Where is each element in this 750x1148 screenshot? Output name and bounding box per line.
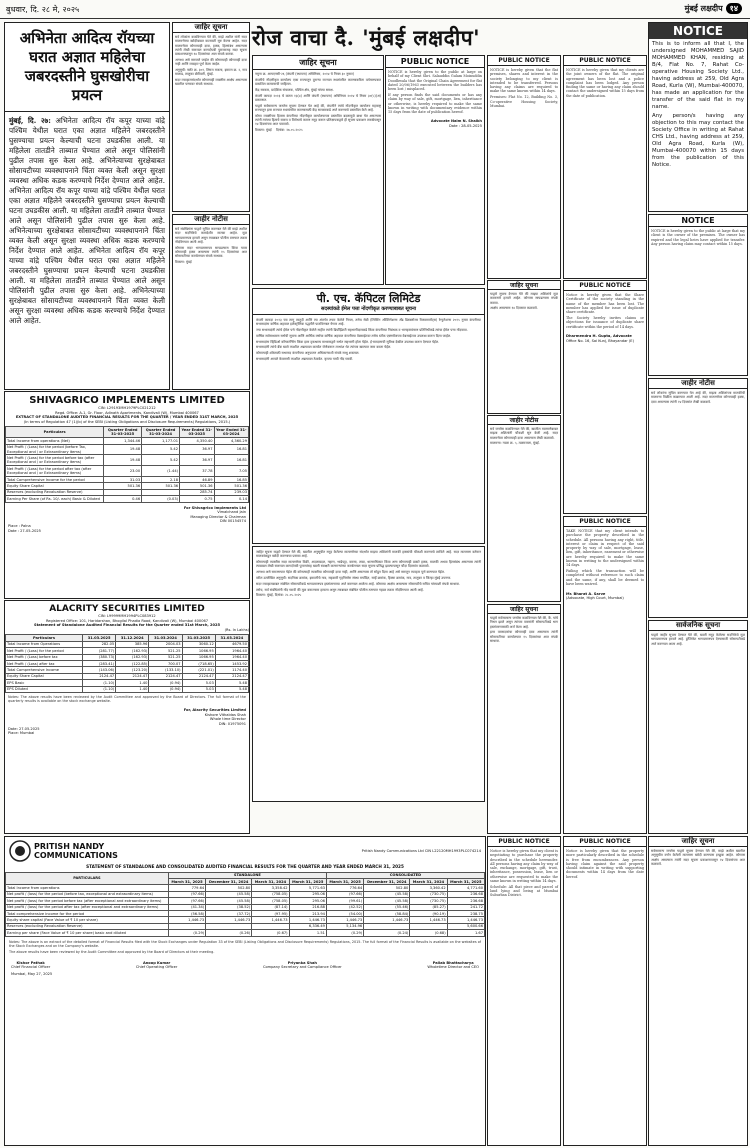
table-cell: 0.46 xyxy=(104,496,142,502)
table-cell: 0.14 xyxy=(214,496,249,502)
dharmendra-address: Office No. 16, Sai Kunj, Bhayandar (E) xyxy=(566,338,634,343)
shivagrico-name: SHIVAGRICO IMPLEMENTS LIMITED xyxy=(29,395,225,406)
table-cell: 3,358.42 xyxy=(252,885,289,891)
table-cell: 5,134.96 xyxy=(326,923,363,929)
table-cell: 4,360.29 xyxy=(214,438,249,444)
table-cell: 1,446.73 xyxy=(326,917,363,923)
table-cell: Reserves (excluding Revaluation Reserve) xyxy=(6,923,169,929)
table-cell: (122.85) xyxy=(116,661,149,667)
table-cell: 1,446.73 xyxy=(289,917,326,923)
table-cell: 19.48 xyxy=(104,444,142,455)
alacrity-col-header: 31.03.2025 xyxy=(83,635,116,641)
table-cell: (54.00) xyxy=(326,911,363,917)
notice-col2-title: जाहिर सूचना xyxy=(173,23,249,33)
notice-col2-top: जाहिर सूचना सर्व लोकांना कळविण्यात येते की, माझे अशील यांनी सदर मालमत्तेच्या खरेदीबाबत वाटाघाटी सुरु केल्या आहेत. सदर मालमत्तेवर कोणाचाही दावा, हक्क, हितसंबंध असल्यास त्यांनी लेखी स्वरुपात कागदोपत्री पुराव्यासह सदर सूचना प्रकाशनापासून १४ दिवसांच्या आत संपर्क करावा. अन्यथा असे समजले जाईल की कोणाचाही कोणताही दावा नाही आणि व्यवहार पूर्ण केला जाईल. अनुसूची: फ्लॅट क्र. ३०१, तिसरा मजला, इमारत क्र. २, गाव मालाड, तालुका बोरीवली, मुंबई. सदर व्यवहारासंदर्भात कोणत्याही व्यक्तीस आक्षेप असल्यास खालील पत्त्यावर संपर्क साधावा. xyxy=(172,22,250,212)
table-cell: 1066.95 xyxy=(182,648,215,654)
table-cell: 2124.47 xyxy=(149,673,182,679)
table-cell: Earning Per Share (of Rs. 10/- each) Basic & Diluted xyxy=(6,496,104,502)
ph-capital-subtitle: सदस्यांकडे ईमेल पत्ता नोंदणीकृत करण्याबाबत सूचना xyxy=(253,306,484,315)
alacrity-cin: CIN: L99999MH1994PLC083912 xyxy=(98,614,156,618)
table-row xyxy=(6,930,485,936)
right-notice-4: सार्वजनिक सूचना याद्वारे जाहीर सूचना देण्यात येते की, खाली नमूद केलेल्या सदनिकेचे मूळ भागप्रमाणपत्र हरवले आहे. डुप्लिकेट भागप्रमाणपत्र देण्यासाठी सोसायटीकडे अर्ज करण्यात आला आहे. xyxy=(648,620,748,834)
dharmendra-name: Dharmendra H. Gupta, Advocate xyxy=(566,334,632,339)
table-cell: 385.96 xyxy=(116,641,149,647)
table-row xyxy=(6,455,249,466)
table-cell: 238.75 xyxy=(447,911,484,917)
table-cell: Net profit / (loss) for the period after tax (after exceptional and extraordinary items) xyxy=(6,904,169,910)
ph-capital-notice: पी. एच. कॅपिटल लिमिटेड सदस्यांकडे ईमेल पत्ता नोंदणीकृत करण्याबाबत सूचना कंपनी कायदा २०१३ च्या लागू तरतुदी आणि त्या अंतर्गत तयार केलेले नियम, तसेच सेबी (लिस्टिंग ऑब्लिगेशन्स अँड डिस्क्लोजर रिक्वायरमेंट्स) रेग्युलेशन्स २०१५ नुसार कंपनीच्या सभासदांना वार्षिक अहवाल इलेक्ट्रॉनिक पद्धतीने पाठविण्यात येणार आहे. ज्या सभासदांनी त्यांचे ईमेल पत्ते नोंदणीकृत केलेले नाहीत त्यांनी डिपॉझिटरी सहभागीदाराकडे किंवा कंपनीच्या निबंधक व भागहस्तांतरण प्रतिनिधीकडे त्यांचा ईमेल पत्ता नोंदवावा. वार्षिक सर्वसाधारण सभेची सूचना आणि आर्थिक वर्षाचा वार्षिक अहवाल कंपनीच्या वेबसाईटवर तसेच स्टॉक एक्सचेंजच्या वेबसाईटवर उपलब्ध करून दिला जाईल. सभासदांना व्हिडिओ कॉन्फरन्सिंग किंवा इतर दृकश्राव्य माध्यमाद्वारे सभेत सहभागी होता येईल. ई-मतदानाची सुविधा देखील उपलब्ध करून देण्यात येईल. सभासदांनी त्यांचे बँक खाते तपशील अद्ययावत करावेत जेणेकरून लाभांश थेट त्यांच्या खात्यात जमा करता येईल. कोणत्याही शंकेसाठी सभासद कंपनीच्या अनुपालन अधिकाऱ्याशी संपर्क साधू शकतात. सभासदांनी आपले केवायसी तपशील अद्ययावत ठेवावेत. कृपया याची नोंद घ्यावी. xyxy=(252,288,485,544)
table-cell: (55.46) xyxy=(364,904,410,910)
table-cell: 2124.47 xyxy=(215,673,248,679)
signatory-role: Chief Operating Officer xyxy=(135,965,178,970)
table-cell: (97.95) xyxy=(252,911,289,917)
alacrity-signatory-for: For, Alacrity Securities Limited xyxy=(183,708,246,713)
pritish-col-header: March 31, 2025 xyxy=(289,879,326,885)
shivagrico-address: Regd. Office: A-1, Gr. Floor, Adinath Apartments, Kandivali (W), Mumbai 400067 xyxy=(55,410,199,415)
table-cell: 5,600.66 xyxy=(447,923,484,929)
pritish-col-header: March 31, 2024 xyxy=(252,879,289,885)
table-cell: 4,771.60 xyxy=(447,885,484,891)
alacrity-address: Registered Office: 101, Haridarshan, Bhogilal Phadia Road, Kandivali (W), Mumbai 400067 xyxy=(45,618,209,623)
table-cell: 16.85 xyxy=(214,477,249,483)
table-cell: Net profit / (loss) for the period (before tax, exceptional and extraordinary items) xyxy=(6,891,169,897)
table-cell: (0.94) xyxy=(149,686,182,692)
table-cell: Earning per share (Face Value of ₹ 10 per share) basic and diluted xyxy=(6,930,169,936)
notice-col2-mid-title: जाहीर नोटीस xyxy=(173,215,249,225)
table-cell: (45.58) xyxy=(206,898,252,904)
table-cell: Total Comprehensive Income for the period xyxy=(6,477,104,483)
alacrity-col-header: 31.03.2025 xyxy=(182,635,215,641)
table-cell: 779.64 xyxy=(168,885,205,891)
right-notice xyxy=(648,22,748,212)
table-cell: Net Profit / (Loss) for the period (before Tax, Exceptional and / or Extraordinary items) xyxy=(6,444,104,455)
table-cell: 4,350.40 xyxy=(180,438,214,444)
shivagrico-col-header: Particulars xyxy=(6,427,104,438)
table-cell: (758.05) xyxy=(252,891,289,897)
alacrity-signatory-role: Whole time Director xyxy=(209,717,246,722)
table-cell: (99.61) xyxy=(326,898,363,904)
table-cell: 1,446.73 xyxy=(410,917,447,923)
table-cell: 23.00 xyxy=(104,466,142,477)
alacrity-place: Place: Mumbai xyxy=(8,731,35,736)
table-cell: 1.51 xyxy=(289,930,326,936)
table-cell: 2.18 xyxy=(142,477,180,483)
pritish-cin: Pritish Nandy Communications Ltd CIN L22120MH1993PLC074214 xyxy=(361,848,481,853)
pritish-logo xyxy=(9,840,118,862)
table-cell: 36.97 xyxy=(180,455,214,466)
paper-banner: रोज वाचा दै. 'मुंबई लक्षदीप' xyxy=(251,25,481,50)
table-cell: 502.80 xyxy=(364,885,410,891)
ph-capital-name: पी. एच. कॅपिटल लिमिटेड xyxy=(316,292,421,305)
table-cell: (56.58) xyxy=(168,911,205,917)
table-cell: 1,446.73 xyxy=(364,917,410,923)
lead-headline: अभिनेता आदित्य रॉयच्या घरात अज्ञात महिलेचा जबरदस्तीने घुसखोरीचा प्रयत्न xyxy=(5,23,169,112)
table-cell: (0.29) xyxy=(326,930,363,936)
table-cell: 3,360.42 xyxy=(410,885,447,891)
table-cell: (1.44) xyxy=(142,466,180,477)
table-cell: 521.25 xyxy=(149,648,182,654)
bharat-name: Mr. Bharat A. Sarve xyxy=(566,591,606,596)
table-cell: (0.67) xyxy=(252,930,289,936)
notice-col4-5: PUBLIC NOTICE Notice is hereby given that my client is negotiating to purchase the property described in the schedule hereunder. All persons having any claim by way of sale, exchange, mortgage, gift, trust, inheritance, possession, lease, lien or otherwise are requested to make the same known in writing within 14 days. Schedule: All that piece and parcel of land lying and being at Mumbai Suburban District. xyxy=(487,836,561,1146)
right-notice-2: NOTICE NOTICE is hereby given to the public at large that my client is the owner of the premises. The owner has expired and the legal heirs have applied for transfer. Any person having claim may contact within 15 days. xyxy=(648,214,748,376)
notice-col2-mid: जाहीर नोटीस सर्व संबंधितांना याद्वारे सूचित करण्यात येते की माझे अशील सदर सदनिकेचे कायदेशीर मालक आहेत. मूळ भागप्रमाणपत्र हरवले असून त्याबाबत पोलीस ठाण्यात तक्रार नोंदविण्यात आली आहे. कोणास सदर भागप्रमाणपत्र सापडल्यास किंवा यावर कोणताही हक्क असल्यास त्यांनी १५ दिवसांच्या आत सोसायटीच्या कार्यालयात संपर्क साधावा. ठिकाण: मुंबई xyxy=(172,214,250,390)
table-cell: 19.48 xyxy=(104,455,142,466)
table-cell: 46.89 xyxy=(180,477,214,483)
notice-middle-title: जाहिर सूचना xyxy=(253,56,383,70)
table-cell: (0.24) xyxy=(364,930,410,936)
public-notice-mid-date: Date : 28-05-2025 xyxy=(449,123,482,128)
table-cell: 241.72 xyxy=(447,904,484,910)
table-cell: (37.72) xyxy=(206,911,252,917)
table-cell: 1,177.01 xyxy=(142,438,180,444)
table-cell: 1,344.46 xyxy=(104,438,142,444)
table-cell: (281.77) xyxy=(83,648,116,654)
table-cell: Total comprehensive income for the period xyxy=(6,911,169,917)
pritish-col-header: March 31, 2025 xyxy=(447,879,484,885)
table-row xyxy=(6,444,249,455)
table-cell: (90.19) xyxy=(410,911,447,917)
table-cell: 5.42 xyxy=(142,455,180,466)
table-cell: (97.66) xyxy=(168,898,205,904)
shivagrico-col-header: Year Ended 31-03-2024 xyxy=(216,427,247,437)
lead-story xyxy=(4,22,170,390)
lead-dateline: मुंबई, दि. २७: xyxy=(9,116,51,125)
table-cell: 700.07 xyxy=(149,661,182,667)
table-cell: 5.48 xyxy=(215,686,248,692)
table-cell: (45.58) xyxy=(364,891,410,897)
table-cell: (97.66) xyxy=(168,891,205,897)
pritish-logo-line1: PRITISH NANDY xyxy=(34,842,105,851)
table-cell: 2004.03 xyxy=(149,641,182,647)
table-cell: (1.10) xyxy=(83,686,116,692)
table-cell: 236.68 xyxy=(447,891,484,897)
right-notice-title: NOTICE xyxy=(649,23,747,39)
right-notice-body: This is to inform all that I, the undersigned MOHAMMED SAJID MOHAMMED KHAN, residing at B/4, Flat No. 7, Rahat Co-operative Housing Society Ltd., having address at 259, Old Agra Road, Kurla (W), Mumbai-400070, has made an application for the transfer of the said flat in my name. xyxy=(652,41,744,110)
right-notice-3-title: जाहीर नोटीस xyxy=(649,379,747,389)
table-cell: 1.40 xyxy=(116,686,149,692)
table-cell: 1174.40 xyxy=(215,667,248,673)
table-cell: 1964.40 xyxy=(215,648,248,654)
pritish-col-header: March 31, 2025 xyxy=(168,879,205,885)
alacrity-col-header: 31.12.2024 xyxy=(116,635,149,641)
table-cell: Net Profit / (Loss) after tax xyxy=(6,661,83,667)
shivagrico-signatory-role: Managing Director & Chairman xyxy=(190,514,246,519)
table-cell: (97.66) xyxy=(326,891,363,897)
pritish-logo-line2: COMMUNICATIONS xyxy=(34,851,118,860)
table-cell: 295.06 xyxy=(289,898,326,904)
notice-col4-3-title: जाहीर नोटीस xyxy=(488,416,560,425)
shivagrico-col-header: Year Ended 31-03-2025 xyxy=(181,427,212,437)
table-cell: Equity Share Capital xyxy=(6,483,104,489)
table-cell: 213.94 xyxy=(289,911,326,917)
table-cell: Net Profit / (Loss) for the period xyxy=(6,648,83,654)
table-cell: (38.52) xyxy=(206,904,252,910)
table-cell: (0.26) xyxy=(206,930,252,936)
table-cell: (730.75) xyxy=(410,891,447,897)
table-cell: Equity Share Capital xyxy=(6,673,83,679)
table-cell: 1,446.73 xyxy=(252,917,289,923)
table-cell: 521.25 xyxy=(149,654,182,660)
table-cell: (58.84) xyxy=(364,911,410,917)
table-cell: (758.05) xyxy=(252,898,289,904)
table-cell: (0.94) xyxy=(149,680,182,686)
public-notice-mid: PUBLIC NOTICE NOTICE is hereby given to the public at large on behalf of my Client Shri. Salauddin Gulam Moinuddin Doodhwala that the Original Chain Agreement for flat dated 20/06/1963 executed between the builders has been lost / misplaced. If any person finds the said documents or has any claim by way of sale, gift, mortgage, lien, inheritance or otherwise, is hereby required to make the same known in writing with documentary evidence within 15 days from the date of publication hereof. Advocate Naim N. Shaikh Date : 28-05-2025 xyxy=(385,55,485,285)
table-cell: Net Profit / (Loss) for the period before tax (after Exceptional and / or Extraordinary items) xyxy=(6,455,104,466)
shivagrico-table xyxy=(5,426,249,502)
shivagrico-place: Place : Palna xyxy=(8,524,31,529)
table-cell: 776.64 xyxy=(326,885,363,891)
table-cell: (41.34) xyxy=(168,904,205,910)
table-cell: Total Income from Operations xyxy=(6,641,83,647)
page-number: १४ xyxy=(726,3,742,14)
shivagrico-col-header: Quarter Ended 31-03-2024 xyxy=(142,427,180,438)
table-cell: (85.27) xyxy=(410,904,447,910)
table-cell: 3060.12 xyxy=(182,641,215,647)
issue-date: बुधवार, दि. २८ मे, २०२५ xyxy=(6,5,80,14)
table-cell: Net profit / (loss) for the period before tax (after exceptional and extraordinary items) xyxy=(6,898,169,904)
table-cell: EPS Diluted xyxy=(6,686,83,692)
notice-col4-3: जाहीर नोटीस सर्व जनतेस कळविण्यात येते की, खालील मालमत्तेबाबत माझ्या अशिलांनी चौकशी सुरु केली आहे. सदर मालमत्तेवर कोणाचाही दावा असल्यास लेखी कळवावे. मालमत्ता: गाळा क्र. ५, तळमजला, मुंबई. xyxy=(487,415,561,602)
table-cell: 1.40 xyxy=(116,680,149,686)
table-cell: 7.05 xyxy=(214,466,249,477)
shivagrico-results xyxy=(4,391,250,599)
table-cell: 2124.47 xyxy=(182,673,215,679)
table-cell: Total Income from operations xyxy=(6,885,169,891)
shivagrico-signatory-for: For Shivagrico Implements Ltd xyxy=(183,505,246,510)
pritish-col-header: March 31, 2025 xyxy=(326,879,363,885)
right-notice-2-title: NOTICE xyxy=(649,215,747,227)
pritish-signatory xyxy=(427,961,479,970)
table-cell: (87.14) xyxy=(252,904,289,910)
table-cell: 4679.50 xyxy=(215,641,248,647)
pritish-signatory xyxy=(263,961,342,970)
table-cell: (143.06) xyxy=(83,667,116,673)
signatory-name: Pallab Bhattacharya xyxy=(432,960,474,965)
table-cell: (42.52) xyxy=(326,904,363,910)
signatory-role: Company Secretary and Compliance Officer xyxy=(262,965,342,970)
notice-col5-3-title: PUBLIC NOTICE xyxy=(564,517,646,527)
bharat-role: (Advocate, High Court, Mumbai) xyxy=(566,596,624,601)
signatory-role: Wholetime Director and CEO xyxy=(427,965,479,970)
alacrity-results: ALACRITY SECURITIES LIMITED CIN: L99999MH1994PLC083912 Registered Office: 101, Haridarshan, Bhogilal Phadia Road, Kandivali (W), Mumbai 400067 Statement of Standalone Audited Financial Results for the Quarter ended 31st March, 2025 (Rs. In Lakhs) Particulars 31.03.2025 31.12.2024 31.03.2024 31.03.2025 31.03.2024 Total Income from Operations 282.05 385.96 2004.03 3060.12 4679.50 Net Profit / (Loss) for the period (281.77) (162.93) 521.25 1066.95 1964.40 Net Profit / (Loss) before tax (380.73) (162.93) 521.25 1066.95 1964.40 Net Profit / (Loss) after tax (283.41) (122.85) 700.07 (718.65) 1453.92 Total Comprehensive Income (143.06) (123.20) (133.10) (221.01) 1174.40 Equity Share Capital 2124.47 2124.47 2124.47 2124.47 2124.47 EPS Basic (1.10) 1.40 (0.94) 5.03 5.48 EPS Diluted (1.10) 1.40 (0.94) 5.03 5.48 Notes: The above results have been reviewed by the Audit Committee and approved by the Board of Directors. The full format of the quarterly results is available on the stock exchange website. For, Alacrity Securities Limited Kishore Vithaldas Shah Whole time Director DIN: 01975091 Date: 27.05.2025 Place: Mumbai xyxy=(4,600,250,834)
right-notice-5: जाहिर सूचना सर्वसामान्य जनतेस याद्वारे सूचना देण्यात येते की, माझे अशील खालील अनुसूचीत वर्णन केलेली मालमत्ता खरेदी करण्यास इच्छुक आहेत. कोणास आक्षेप असल्यास त्यांनी सदर सूचना प्रकाशनापासून १४ दिवसांच्या आत कळवावे. xyxy=(648,836,748,1146)
table-cell: Equity share capital (Face Value of ₹ 10 per share) xyxy=(6,917,169,923)
alacrity-table xyxy=(5,634,249,693)
table-cell: (133.10) xyxy=(149,667,182,673)
table-cell: 1,446.73 xyxy=(206,917,252,923)
notice-col5-3: PUBLIC NOTICE TAKE NOTICE that my client intends to purchase the property described in the schedule. All persons having any right, title, interest or claim in respect of the said property by way of sale, mortgage, lease, lien, gift, inheritance, easement or otherwise are hereby required to make the same known in writing to the undersigned within 14 days. Failing which the transaction will be completed without reference to such claim and the same, if any, shall be deemed to have been waived. Mr. Bharat A. Sarve (Advocate, High Court, Mumbai) xyxy=(563,516,647,834)
notice-col4-1-title: PUBLIC NOTICE xyxy=(488,56,560,66)
pritish-col-header: December 31, 2024 xyxy=(206,879,252,885)
table-cell: (0.03) xyxy=(142,496,180,502)
notice-col5-4-title: PUBLIC NOTICE xyxy=(564,837,646,847)
alacrity-signatory-name: Kishore Vithaldas Shah xyxy=(204,712,246,717)
paper-name: मुंबई लक्षदीप १४ xyxy=(685,3,742,14)
table-cell: 501.36 xyxy=(104,483,142,489)
table-cell: 2124.47 xyxy=(116,673,149,679)
notice-middle-long: जाहिर सूचना याद्वारे देण्यात येते की, खालील अनुसूचीत नमूद केलेल्या मालमत्तेच्या संदर्भात माझ्या अशिलांनी मालकी हक्कांची चौकशी करण्याचे ठरविले आहे. सदर मालमत्ता वर्तमान मालकांकडून खरेदी करण्याचा प्रस्ताव आहे. कोणत्याही व्यक्तीस सदर मालमत्तेवर विक्री, अदलाबदल, गहाण, भाडेपट्टा, वारसा, ताबा, धारणाधिकार किंवा अन्य कोणत्याही प्रकारे हक्क, मालकी अथवा हितसंबंध असल्यास त्यांनी त्याबाबत लेखी स्वरुपात कागदोपत्री पुराव्यांसह खाली स्वाक्षरी करणाऱ्यांच्या कार्यालयात सदर सूचना प्रसिद्ध झाल्यापासून चौदा दिवसांत कळवावे. अन्यथा असे समजण्यात येईल की कोणत्याही व्यक्तीचा कोणताही दावा नाही, आणि असल्यास तो सोडून दिला आहे असे समजून व्यवहार पूर्ण करण्यात येईल. वरील उल्लेखित अनुसूची: सदनिका क्रमांक, इमारतीचे नाव, सहकारी गृहनिर्माण संस्था मर्यादित, सर्व्हे क्रमांक, हिस्सा क्रमांक, गाव, तालुका व जिल्हा मुंबई उपनगर. सदर व्यवहाराबाबत संबंधित सोसायटीकडे भागप्रमाणपत्र हस्तांतरणाचा अर्ज करण्यात आलेला आहे. कोणाचा आक्षेप असल्यास सोसायटीचे सचिव यांच्याशी संपर्क साधावा. तसेच, सर्व संबंधितांनी नोंद घ्यावी की मूळ करारनामा हरवला असून त्याबाबत संबंधित पोलीस ठाण्यात गहाळ तक्रार नोंदविण्यात आली आहे. ठिकाण: मुंबई, दिनांक: २८.०५.२०२५ xyxy=(252,546,485,802)
shivagrico-din: DIN 00154574 xyxy=(220,519,246,524)
shivagrico-unit: (In terms of Regulation 47 (1)(b) of the SEBI (Listing Obligations and Disclosure Requirements) Regulations, 2015.) xyxy=(23,419,231,424)
table-cell: 2124.47 xyxy=(83,673,116,679)
table-cell: 502.80 xyxy=(206,885,252,891)
table-cell: Total Income from operations (Net) xyxy=(6,438,104,444)
notice-col4-4: जाहिर सूचना याद्वारे सर्वसामान्य जनतेस कळविण्यात येते की, कै. यांचे निधन झाले असून त्यांच्या वारसांनी सोसायटीकडे भाग हस्तांतरणासाठी अर्ज केला आहे. इतर वारसदारांचा कोणताही दावा असल्यास त्यांनी सोसायटीच्या कार्यालयात १५ दिवसांच्या आत संपर्क साधावा. xyxy=(487,604,561,834)
alacrity-statement: Statement of Standalone Audited Financial Results for the Quarter ended 31st March, 2025 xyxy=(33,623,220,628)
right-notice-3: जाहीर नोटीस सर्व लोकांना सूचित करण्यात येत आहे की, माझ्या अशिलांच्या मालकीची मालमत्ता विक्रीस काढण्यात आली आहे. सदर मालमत्तेवर कोणाचाही हक्क, दावा असल्यास त्यांनी १४ दिवसांत लेखी कळवावे. xyxy=(648,378,748,618)
table-cell: (162.93) xyxy=(116,648,149,654)
table-cell: 1,446.73 xyxy=(447,917,484,923)
table-cell: (45.58) xyxy=(206,891,252,897)
table-cell: (380.73) xyxy=(83,654,116,660)
table-cell: (0.29) xyxy=(168,930,205,936)
table-cell: 282.05 xyxy=(83,641,116,647)
pritish-statement: STATEMENT OF STANDALONE AND CONSOLIDATED AUDITED FINANCIAL RESULTS FOR THE QUARTER AND YEAR ENDED MARCH 31, 2025 xyxy=(86,864,404,869)
pritish-results: PRITISH NANDY COMMUNICATIONS Pritish Nandy Communications Ltd CIN L22120MH1993PLC074214 STATEMENT OF STANDALONE AND CONSOLIDATED AUDITED FINANCIAL RESULTS FOR THE QUARTER AND YEAR ENDED MARCH 31, 2025 PARTICULARS STANDALONE CONSOLIDATED March 31, 2025 December 31, 2024 March 31, 2024 March 31, 2025 March 31, 2025 December 31, 2024 March 31, 2024 March 31, 2025 Total Income from operations 779.64 502.80 3,358.42 5,771.63 776.64 502.80 3,360.42 4,771.60 Net profit / (loss) for the period (before tax, exceptional and extraordinary items) (97.66) (45.58) (758.05) 295.06 (97.66) (45.58) (730.75) 236.68 Net profit / (loss) for the period before tax (after exceptional and extraordinary items) (97.66) (45.58) (758.05) 295.06 (99.61) (45.58) (730.75) 236.68 Net profit / (loss) for the period after tax (after exceptional and extraordinary items) (41.34) (38.52) (87.14) 216.88 (42.52) (55.46) (85.27) 241.72 Total comprehensive income for the period (56.58) (37.72) (97.95) 213.94 (54.00) (58.84) (90.19) 238.75 Equity share capital (Face Value of ₹ 10 per share) 1,446.73 1,446.73 1,446.73 1,446.73 1,446.73 1,446.73 1,446.73 1,446.73 Reserves (excluding Revaluation Reserve) 6,336.49 5,134.96 5,600.66 Earning per share (Face Value of ₹ 10 per share) basic and diluted (0.29) (0.26) (0.67) 1.51 (0.29) (0.24) (0.68) 1.67 Notes: The above is an extract of the detailed format of Financial Results filed with the Stock Exchanges under Regulation 33 of the SEBI (Listing Obligations and Disclosure Requirements) Regulations, 2015. The full format of the Financial Results is available on the websites of the Stock Exchanges and on the Company's website. The above results have been reviewed by the Audit Committee and approved by the Board of Directors at their meeting. Kishor Pathak Chief Financial Officer Anoop Kumar Chief Operating Officer Priyanka Shah Company Secretary and Compliance Officer Pallab Bhattacharya Wholetime Director and CEO Mumbai, May 27, 2025 xyxy=(4,836,486,1146)
table-cell: (730.75) xyxy=(410,898,447,904)
signatory-name: Priyanka Shah xyxy=(287,960,317,965)
table-cell: Total Comprehensive Income xyxy=(6,667,83,673)
table-row xyxy=(6,496,249,502)
table-row xyxy=(6,686,249,692)
right-notice-5-title: जाहिर सूचना xyxy=(649,837,747,847)
pritish-logo-icon xyxy=(9,840,31,862)
signatory-name: Kishor Pathak xyxy=(16,960,45,965)
pritish-table xyxy=(5,872,485,937)
pritish-place: Mumbai, May 27, 2025 xyxy=(11,971,53,976)
notice-col4-4-title: जाहिर सूचना xyxy=(488,605,560,614)
pritish-group-standalone: STANDALONE xyxy=(168,872,326,878)
public-notice-mid-title: PUBLIC NOTICE xyxy=(386,56,484,68)
table-cell: 5.48 xyxy=(215,680,248,686)
table-cell: 5.42 xyxy=(142,444,180,455)
pritish-signatory xyxy=(11,961,50,970)
table-cell: Net Profit / (Loss) before tax xyxy=(6,654,83,660)
table-cell: EPS Basic xyxy=(6,680,83,686)
shivagrico-cin: CIN: L29193MH1979PLC021212 xyxy=(98,406,156,410)
pritish-col-header: December 31, 2024 xyxy=(364,879,410,885)
shivagrico-date: Date : 27-05-2025 xyxy=(8,528,41,533)
alacrity-date: Date: 27.05.2025 xyxy=(8,726,40,731)
pritish-col-header: March 31, 2024 xyxy=(410,879,447,885)
alacrity-name: ALACRITY SECURITIES LIMITED xyxy=(49,604,205,614)
right-notice-body2: Any person/s having any objection to this may contact the Society Office in writing at Rahat CHS Ltd., having address at 259, Old Agra Road, Kurla (W), Mumbai-400070 within 15 days from the publication of this Notice. xyxy=(652,113,744,168)
table-cell: (162.93) xyxy=(116,654,149,660)
table-cell: (1.10) xyxy=(83,680,116,686)
table-cell: (221.01) xyxy=(182,667,215,673)
table-cell: 16.81 xyxy=(214,455,249,466)
lead-body: मुंबई, दि. २७: अभिनेता आदित्य रॉय कपूर याच्या वांद्रे पश्चिम येथील घरात एका अज्ञात महिलेने जबरदस्तीने घुसण्याचा प्रयत्न केल्याची घटना उघडकीस आली. या महिलेला तातडीने ताब्यात घेण्यात आले असून पोलिसांनी पुढील तपास सुरु केला आहे. अभिनेत्याच्या सुरक्षेबाबत सोसायटीच्या व्यवस्थापनाने चिंता व्यक्त केली असून सुरक्षा व्यवस्था अधिक कडक करण्याचे निर्देश देण्यात आले आहेत. अभिनेता आदित्य रॉय कपूर याच्या वांद्रे पश्चिम येथील घरात एका अज्ञात महिलेने जबरदस्तीने घुसण्याचा प्रयत्न केल्याची घटना उघडकीस आली. या महिलेला तातडीने ताब्यात घेण्यात आले असून पोलिसांनी पुढील तपास सुरु केला आहे. अभिनेत्याच्या सुरक्षेबाबत सोसायटीच्या व्यवस्थापनाने चिंता व्यक्त केली असून सुरक्षा व्यवस्था अधिक कडक करण्याचे निर्देश देण्यात आले आहेत. अभिनेता आदित्य रॉय कपूर याच्या वांद्रे पश्चिम येथील घरात एका अज्ञात महिलेने जबरदस्तीने घुसण्याचा प्रयत्न केल्याची घटना उघडकीस आली. या महिलेला तातडीने ताब्यात घेण्यात आले असून पोलिसांनी पुढील तपास सुरु केला आहे. अभिनेत्याच्या सुरक्षेबाबत सोसायटीच्या व्यवस्थापनाने चिंता व्यक्त केली असून सुरक्षा व्यवस्था अधिक कडक करण्याचे निर्देश देण्यात आले आहेत. xyxy=(9,116,165,325)
table-cell: Net Profit / (Loss) for the period after tax (after Exceptional and / or Extraordinary items) xyxy=(6,466,104,477)
table-cell: (0.68) xyxy=(410,930,447,936)
table-cell: 36.97 xyxy=(180,444,214,455)
table-cell: (45.58) xyxy=(364,898,410,904)
shivagrico-statement: EXTRACT OF STANDALONE AUDITED FINANCIAL RESULTS FOR THE QUARTER / YEAR ENDED 31ST MARCH, 2025 xyxy=(15,415,239,420)
table-cell: 236.68 xyxy=(447,898,484,904)
table-cell: 501.36 xyxy=(142,483,180,489)
table-cell: 0.75 xyxy=(180,496,214,502)
notice-col5-2-title: PUBLIC NOTICE xyxy=(564,281,646,291)
alacrity-din: DIN: 01975091 xyxy=(218,721,246,726)
table-cell: 5.03 xyxy=(182,680,215,686)
table-cell: 6,336.49 xyxy=(289,923,326,929)
table-cell: 1,446.73 xyxy=(168,917,205,923)
table-cell: 31.03 xyxy=(104,477,142,483)
alacrity-unit: (Rs. In Lakhs) xyxy=(224,627,249,632)
notice-col4-1: PUBLIC NOTICE NOTICE is hereby given that the flat premises, shares and interest in the society belonging to my client is intended to be transferred. Persons having any claims are required to make the same known within 14 days. Premises: Flat No. 12, Building No. 3, Co-operative Housing Society, Mumbai. xyxy=(487,55,561,279)
table-cell: (718.65) xyxy=(182,661,215,667)
public-notice-mid-advocate: Advocate Naim N. Shaikh xyxy=(430,118,482,123)
notice-col4-2-title: जाहिर सूचना xyxy=(488,281,560,290)
notice-col5-4: PUBLIC NOTICE Notice is hereby given that the property more particularly described in the schedule is free from encumbrances. Any person having claim against the said property should intimate in writing with supporting documents within 14 days from the date hereof. xyxy=(563,836,647,1146)
shivagrico-col-header: Quarter Ended 31-03-2025 xyxy=(104,427,142,438)
table-cell: 37.78 xyxy=(180,466,214,477)
notice-col4-5-title: PUBLIC NOTICE xyxy=(488,837,560,847)
table-cell: Reserves (excluding Revaluation Reserve) xyxy=(6,489,104,495)
table-row xyxy=(6,466,249,477)
notice-col5-1-title: PUBLIC NOTICE xyxy=(564,56,646,66)
pritish-group-consolidated: CONSOLIDATED xyxy=(326,872,484,878)
table-cell: 1453.92 xyxy=(215,661,248,667)
pritish-col-particulars: PARTICULARS xyxy=(6,872,169,885)
signatory-name: Anoop Kumar xyxy=(142,960,171,965)
table-cell: 285.74 xyxy=(180,489,214,495)
notice-col5-1: PUBLIC NOTICE NOTICE is hereby given that my clients are the joint owners of the flat. The original agreement has been lost and a police complaint has been lodged. Any person finding the same or having any claim should contact the undersigned within 15 days from the date of publication. xyxy=(563,55,647,279)
notice-middle-main: जाहिर सूचना नमुना क्र. आयएनसी-२६ (कंपनी (स्थापना) अधिनियम, २०१४ चे नियम ३० नुसार) कंपनीचे नोंदणीकृत कार्यालय एका राज्यातून दुसऱ्या राज्यात स्थलांतरित करण्याकरिता वर्तमानपत्रात प्रकाशित करावयाची जाहिरात. केंद्र सरकार, प्रादेशिक संचालक, पश्चिम क्षेत्र, मुंबई यांच्या समक्ष. कंपनी कायदा २०१३ चे कलम १३(४) आणि कंपनी (स्थापना) अधिनियम २०१४ चे नियम ३०(५)(अ) प्रकरणात. याद्वारे सर्वसामान्य जनतेस सूचना देण्यात येत आहे की, कंपनीने त्यांचे नोंदणीकृत कार्यालय महाराष्ट्र राज्यातून इतर राज्यात स्थलांतरित करण्यासाठी केंद्र सरकारकडे अर्ज करण्याचे प्रस्तावित केले आहे. कोणा व्यक्तीच्या हितास कंपनीच्या नोंदणीकृत कार्यालयाच्या प्रस्तावित बदलामुळे बाधा येत असल्यास त्यांनी त्यांच्या हिताचे स्वरुप व विरोधाचे कारण नमूद करून प्रतिज्ञापत्राद्वारे ही सूचना प्रकाशन तारखेपासून १४ दिवसांच्या आत पाठवावे. ठिकाण: मुंबई दिनांक: २७.०५.२०२५ xyxy=(252,55,384,285)
table-cell: 501.36 xyxy=(180,483,214,489)
table-cell: 216.88 xyxy=(289,904,326,910)
alacrity-col-header: 31.03.2024 xyxy=(215,635,248,641)
alacrity-col-header: 31.03.2024 xyxy=(149,635,182,641)
table-cell: 239.03 xyxy=(214,489,249,495)
shivagrico-signatory-name: Vimalchand Jain xyxy=(217,510,246,515)
right-notice-4-title: सार्वजनिक सूचना xyxy=(649,621,747,631)
page-header xyxy=(0,0,750,19)
table-cell: (283.41) xyxy=(83,661,116,667)
notice-col4-2: जाहिर सूचना याद्वारे सूचना देण्यात येते की माझ्या अशिलांचे मूळ करारनामे हरवले आहेत. कोणास सापडल्यास संपर्क करावा. आक्षेप असल्यास १४ दिवसात कळवावे. xyxy=(487,280,561,414)
signatory-role: Chief Financial Officer xyxy=(11,965,51,970)
table-cell: 5.03 xyxy=(182,686,215,692)
table-cell: 1066.95 xyxy=(182,654,215,660)
table-cell: 16.81 xyxy=(214,444,249,455)
pritish-signatory xyxy=(136,961,177,970)
table-cell: 1.67 xyxy=(447,930,484,936)
table-cell: 295.06 xyxy=(289,891,326,897)
table-cell: 1964.40 xyxy=(215,654,248,660)
alacrity-col-header: Particulars xyxy=(6,635,83,641)
table-cell: 501.36 xyxy=(214,483,249,489)
table-cell: (123.20) xyxy=(116,667,149,673)
notice-col5-2: PUBLIC NOTICE Notice is hereby given that the Share Certificate of the society standing in the name of the member has been lost. The member has applied for issue of duplicate share certificate. The Society hereby invites claims or objections for issuance of duplicate share certificate within the period of 14 days. Dharmendra H. Gupta, Advocate Office No. 16, Sai Kunj, Bhayandar (E) xyxy=(563,280,647,514)
table-cell: 5,771.63 xyxy=(289,885,326,891)
